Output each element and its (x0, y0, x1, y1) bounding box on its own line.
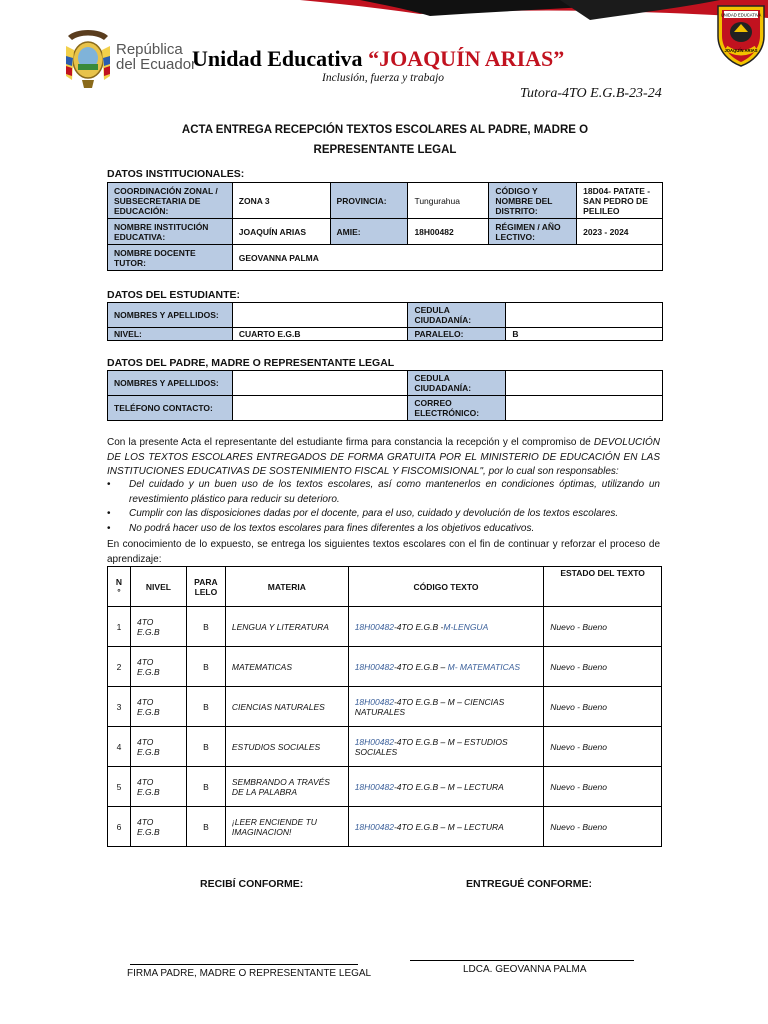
institution-value: JOAQUÍN ARIAS (232, 219, 330, 245)
row-codigo (348, 807, 544, 847)
delivered-label: ENTREGUÉ CONFORME: (466, 878, 592, 890)
responsibilities-list (107, 478, 660, 536)
row-nivel (130, 807, 186, 847)
col-header-number-line2: ° (117, 586, 121, 597)
row-codigo (348, 607, 544, 647)
col-header-paralelo-line1: PARA (194, 576, 218, 587)
row-paralelo: B (186, 767, 225, 807)
table-row (108, 647, 662, 687)
institutional-heading: DATOS INSTITUCIONALES: (107, 168, 245, 180)
row-codigo (348, 727, 544, 767)
row-nivel-line2: E.G.B (136, 666, 160, 677)
student-names-label: NOMBRES Y APELLIDOS: (108, 303, 233, 328)
district-label: CÓDIGO Y NOMBRE DEL DISTRITO: (489, 183, 577, 219)
teacher-signature-name: LDCA. GEOVANNA PALMA (463, 964, 587, 975)
col-header-nivel: NIVEL (130, 567, 186, 607)
row-materia: CIENCIAS NATURALES (225, 687, 348, 727)
row-code-amie: 18H00482 (354, 696, 394, 707)
row-codigo (348, 687, 544, 727)
row-estado: Nuevo - Bueno (544, 727, 662, 767)
province-label: PROVINCIA: (330, 183, 408, 219)
parent-signature-name: FIRMA PADRE, MADRE O REPRESENTANTE LEGAL (127, 968, 372, 979)
row-nivel-line2: E.G.B (136, 706, 160, 717)
intro-paragraph (107, 436, 660, 480)
row-code-amie: 18H00482 (354, 781, 394, 792)
row-code-rest: -4TO E.G.B – M – CIENCIAS NATURALES (354, 696, 505, 717)
row-paralelo: B (186, 607, 225, 647)
row-code-tail: M- MATEMATICAS (447, 661, 521, 672)
shield-bottom-text: JOAQUÍN ARIAS (724, 48, 758, 53)
intro-italic-text: DEVOLUCIÓN DE LOS TEXTOS ESCOLARES ENTREGADOS DE FORMA GRATUITA POR EL MINISTERIO DE EDUCACIÓN EN LAS INSTITUCIONES EDUCATIVAS DE SOSTENIMIENTO FISCAL Y FISCOMISIONAL", por lo cual son responsables: (107, 437, 660, 477)
shield-top-text: UNIDAD EDUCATIVA (720, 12, 762, 18)
row-nivel-line1: 4TO (136, 736, 154, 747)
table-row (108, 807, 662, 847)
parent-names-value[interactable] (232, 371, 408, 396)
student-cedula-label: CEDULA CIUDADANÍA: (408, 303, 506, 328)
row-materia: SEMBRANDO A TRAVÉS DE LA PALABRA (225, 767, 348, 807)
phone-value[interactable] (232, 396, 408, 421)
table-row (108, 607, 662, 647)
row-nivel-line1: 4TO (136, 656, 154, 667)
col-header-paralelo (186, 567, 225, 607)
nivel-label: NIVEL: (108, 328, 233, 341)
list-item (107, 478, 660, 507)
nivel-value: CUARTO E.G.B (232, 328, 408, 341)
coord-label: COORDINACIÓN ZONAL / SUBSECRETARIA DE EDUCACIÓN: (108, 183, 233, 219)
regimen-label: RÉGIMEN / AÑO LECTIVO: (489, 219, 577, 245)
bullet-text: No podrá hacer uso de los textos escolares para fines diferentes a los objetivos educativos. (129, 522, 535, 534)
row-materia: ESTUDIOS SOCIALES (225, 727, 348, 767)
col-header-codigo: CÓDIGO TEXTO (348, 567, 544, 607)
coord-value: ZONA 3 (232, 183, 330, 219)
row-nivel (130, 647, 186, 687)
institutional-table (107, 182, 663, 271)
row-paralelo: B (186, 727, 225, 767)
email-label: CORREO ELECTRÓNICO: (408, 396, 506, 421)
school-motto: Inclusión, fuerza y trabajo (322, 72, 445, 84)
title-line-1: ACTA ENTREGA RECEPCIÓN TEXTOS ESCOLARES AL PADRE, MADRE O (181, 124, 589, 136)
parent-table (107, 370, 663, 421)
row-number: 6 (108, 807, 131, 847)
row-codigo (348, 767, 544, 807)
row-nivel-line1: 4TO (136, 776, 154, 787)
row-code-rest: -4TO E.G.B – M – LECTURA (393, 821, 504, 832)
school-prefix: Unidad Educativa (192, 46, 369, 71)
table-row (108, 727, 662, 767)
col-header-materia: MATERIA (225, 567, 348, 607)
list-item (107, 522, 660, 537)
student-heading: DATOS DEL ESTUDIANTE: (107, 289, 241, 301)
row-nivel-line1: 4TO (136, 616, 154, 627)
row-paralelo: B (186, 687, 225, 727)
title-line-2: REPRESENTANTE LEGAL (313, 144, 457, 156)
signature-line-left (130, 964, 358, 965)
row-nivel-line2: E.G.B (136, 786, 160, 797)
list-item (107, 507, 660, 522)
student-cedula-value[interactable] (506, 303, 663, 328)
row-nivel (130, 607, 186, 647)
col-header-number (108, 567, 131, 607)
row-code-amie: 18H00482 (354, 821, 394, 832)
row-code-amie: 18H00482 (354, 661, 394, 672)
republic-wordmark (116, 42, 196, 72)
table-row (108, 767, 662, 807)
row-estado: Nuevo - Bueno (544, 687, 662, 727)
tutor-value: GEOVANNA PALMA (232, 245, 662, 271)
row-materia: LENGUA Y LITERATURA (225, 607, 348, 647)
row-nivel (130, 687, 186, 727)
row-nivel-line2: E.G.B (136, 746, 160, 757)
phone-label: TELÉFONO CONTACTO: (108, 396, 233, 421)
row-paralelo: B (186, 647, 225, 687)
institution-label: NOMBRE INSTITUCIÓN EDUCATIVA: (108, 219, 233, 245)
row-nivel-line2: E.G.B (136, 626, 160, 637)
bullet-text: Cumplir con las disposiciones dadas por el docente, para el uso, cuidado y devolución de los textos escolares. (129, 508, 619, 519)
books-table (107, 566, 662, 847)
row-codigo (348, 647, 544, 687)
parent-cedula-value[interactable] (506, 371, 663, 396)
intro-text: Con la presente Acta el representante del estudiante firma para constancia la recepción y el compromiso de (107, 437, 594, 448)
parent-cedula-label: CEDULA CIUDADANÍA: (408, 371, 506, 396)
row-number: 2 (108, 647, 131, 687)
row-nivel-line1: 4TO (136, 696, 154, 707)
ecuador-coat-of-arms-icon (62, 26, 114, 90)
signature-line-right (410, 960, 634, 961)
parent-heading: DATOS DEL PADRE, MADRE O REPRESENTANTE LEGAL (107, 357, 395, 369)
province-value: Tungurahua (408, 183, 489, 219)
received-label: RECIBÍ CONFORME: (200, 878, 304, 890)
amie-value: 18H00482 (408, 219, 489, 245)
row-code-tail: M-LENGUA (443, 621, 489, 632)
bullet-text: Del cuidado y un buen uso de los textos escolares, así como mantenerlos en condiciones óptimas, utilizando un revestimiento plástico para reducir su deterioro. (129, 479, 660, 505)
student-names-value[interactable] (232, 303, 408, 328)
row-nivel (130, 727, 186, 767)
parent-names-label: NOMBRES Y APELLIDOS: (108, 371, 233, 396)
row-number: 5 (108, 767, 131, 807)
row-code-rest: -4TO E.G.B - (393, 621, 444, 632)
republic-line-2: del Ecuador (116, 56, 197, 73)
school-shield-icon (714, 2, 768, 68)
row-estado: Nuevo - Bueno (544, 647, 662, 687)
row-materia: MATEMATICAS (225, 647, 348, 687)
row-nivel-line2: E.G.B (136, 826, 160, 837)
amie-label: AMIE: (330, 219, 408, 245)
republic-line-1: República (116, 41, 183, 58)
row-number: 1 (108, 607, 131, 647)
col-header-number-line1: N (115, 576, 123, 587)
row-nivel (130, 767, 186, 807)
row-paralelo: B (186, 807, 225, 847)
tutor-label: NOMBRE DOCENTE TUTOR: (108, 245, 233, 271)
paralelo-label: PARALELO: (408, 328, 506, 341)
row-estado: Nuevo - Bueno (544, 607, 662, 647)
row-number: 3 (108, 687, 131, 727)
paralelo-value: B (506, 328, 663, 341)
school-name: “JOAQUÍN ARIAS” (368, 46, 565, 71)
tutora-code: Tutora-4TO E.G.B-23-24 (520, 86, 662, 101)
col-header-estado: ESTADO DEL TEXTO (544, 567, 662, 607)
row-nivel-line1: 4TO (136, 816, 154, 827)
row-number: 4 (108, 727, 131, 767)
delivery-paragraph: En conocimiento de lo expuesto, se entrega los siguientes textos escolares con el fin de continuar y reforzar el proceso de aprendizaje: (107, 539, 660, 565)
row-code-rest: -4TO E.G.B – (393, 661, 448, 672)
row-code-amie: 18H00482 (354, 736, 394, 747)
bullet-icon: • (107, 479, 111, 490)
district-value: 18D04- PATATE - SAN PEDRO DE PELILEO (577, 183, 663, 219)
regimen-value: 2023 - 2024 (577, 219, 663, 245)
document-title (150, 120, 620, 160)
bullet-icon: • (107, 508, 111, 519)
school-title (192, 46, 564, 72)
student-table (107, 302, 663, 341)
table-row (108, 687, 662, 727)
bullet-icon: • (107, 522, 111, 534)
row-code-rest: -4TO E.G.B – M – ESTUDIOS SOCIALES (354, 736, 508, 757)
row-materia: ¡LEER ENCIENDE TU IMAGINACION! (225, 807, 348, 847)
row-code-rest: -4TO E.G.B – M – LECTURA (393, 781, 504, 792)
email-value[interactable] (506, 396, 663, 421)
row-estado: Nuevo - Bueno (544, 767, 662, 807)
col-header-paralelo-line2: LELO (194, 586, 218, 597)
row-code-amie: 18H00482 (354, 621, 394, 632)
row-estado: Nuevo - Bueno (544, 807, 662, 847)
